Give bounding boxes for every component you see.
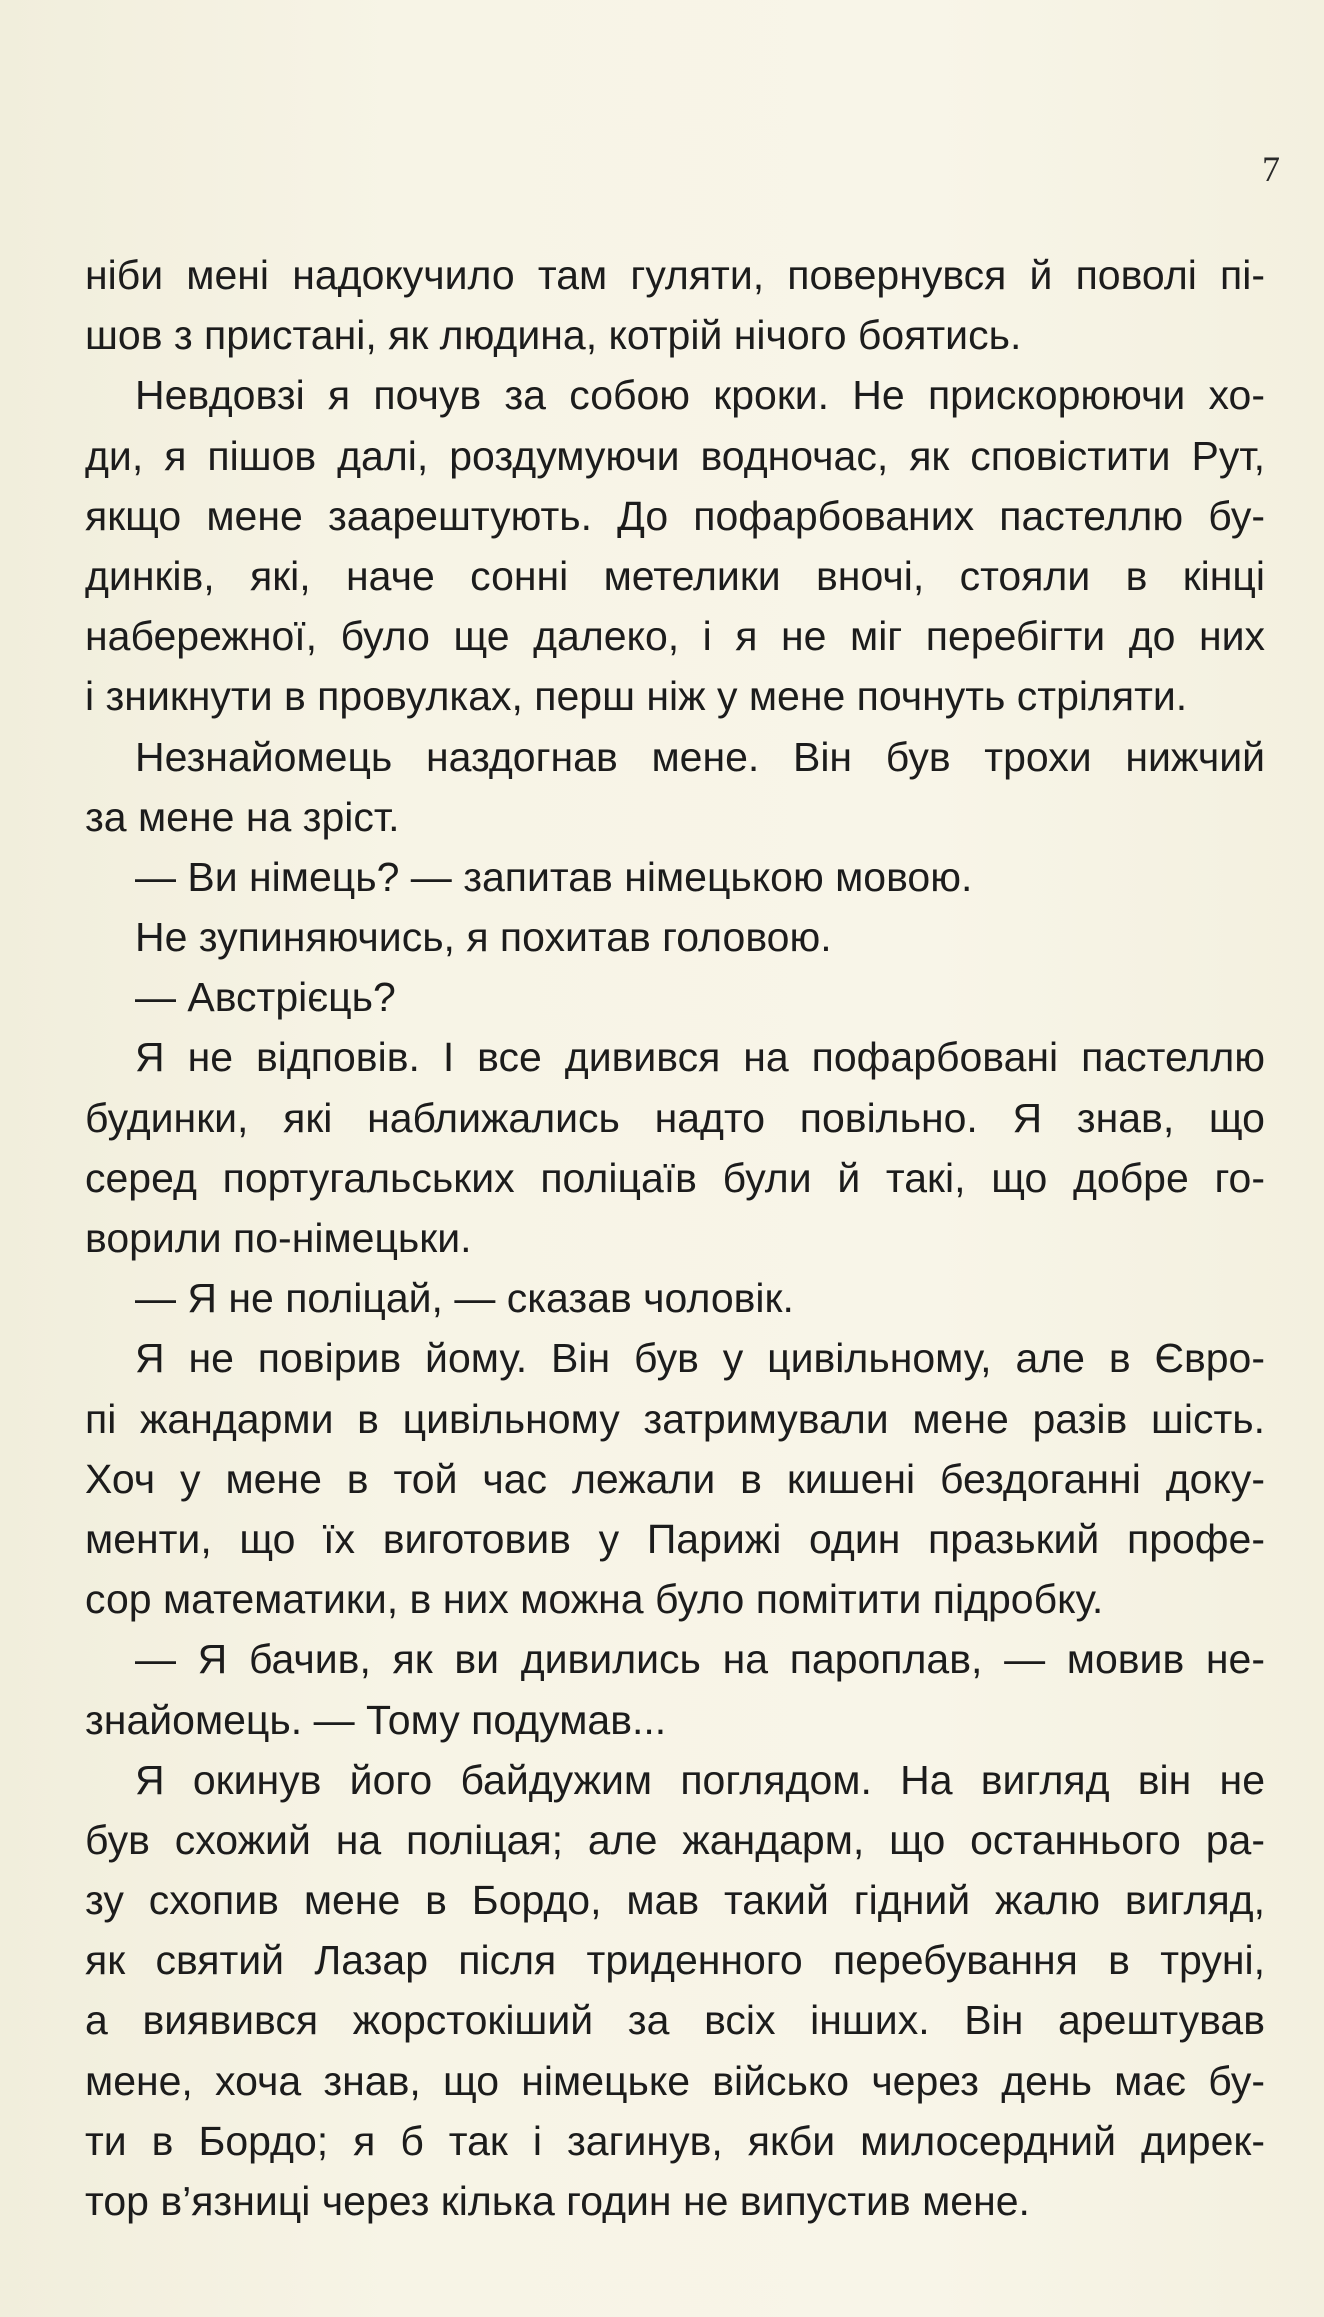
text-line: ворили по-німецьки. bbox=[85, 1215, 472, 1261]
text-line: динків, які, наче сонні метелики вночі, стояли в кінці bbox=[85, 552, 1265, 599]
text-line: ди, я пішов далі, роздумуючи водночас, як сповістити Рут, bbox=[85, 432, 1265, 479]
text-line: сор математики, в них можна було помітити підробку. bbox=[85, 1576, 1104, 1623]
text-line: Невдовзі я почув за собою кроки. Не прискорюючи хо- bbox=[135, 372, 1265, 419]
text-line: мене, хоча знав, що німецьке військо через день має бу- bbox=[85, 2057, 1265, 2104]
text-line: Я окинув його байдужим поглядом. На вигляд він не bbox=[135, 1756, 1265, 1803]
text-line: Не зупиняючись, я похитав головою. bbox=[135, 914, 832, 961]
text-line: за мене на зріст. bbox=[85, 793, 400, 840]
text-line: був схожий на поліцая; але жандарм, що останнього ра- bbox=[85, 1816, 1265, 1863]
text-line: Я не повірив йому. Він був у цивільному, але в Євро- bbox=[135, 1335, 1265, 1382]
text-line: серед португальських поліцаїв були й такі, що добре го- bbox=[85, 1154, 1265, 1201]
page-number: 7 bbox=[1262, 149, 1280, 189]
body-text bbox=[85, 245, 1265, 2231]
text-line: шов з пристані, як людина, котрій нічого боятись. bbox=[85, 312, 1022, 359]
text-line: ти в Бордо; я б так і загинув, якби милосердний дирек- bbox=[85, 2117, 1265, 2164]
text-line: пі жандарми в цивільному затримували мене разів шість. bbox=[85, 1395, 1265, 1442]
text-line: — Я не поліцай, — сказав чоловік. bbox=[135, 1275, 794, 1322]
text-line: якщо мене заарештують. До пофарбованих пастеллю бу- bbox=[85, 492, 1265, 539]
text-line: менти, що їх виготовив у Парижі один празький профе- bbox=[85, 1515, 1265, 1562]
text-line: як святий Лазар після триденного перебування в труні, bbox=[85, 1937, 1265, 1984]
text-line: тор в’язниці через кілька годин не випустив мене. bbox=[85, 2178, 1030, 2224]
text-line: ніби мені надокучило там гуляти, повернувся й поволі пі- bbox=[85, 252, 1265, 298]
text-line: — Австрієць? bbox=[135, 974, 396, 1021]
text-line: — Ви німець? — запитав німецькою мовою. bbox=[135, 853, 973, 900]
text-line: зу схопив мене в Бордо, мав такий гідний жалю вигляд, bbox=[85, 1877, 1265, 1924]
text-line: а виявився жорстокіший за всіх інших. Він арештував bbox=[85, 1997, 1265, 2044]
text-line: Хоч у мене в той час лежали в кишені бездоганні доку- bbox=[85, 1455, 1265, 1502]
text-line: і зникнути в провулках, перш ніж у мене почнуть стріляти. bbox=[85, 673, 1188, 720]
text-line: Незнайомець наздогнав мене. Він був трохи нижчий bbox=[135, 733, 1265, 780]
text-line: — Я бачив, як ви дивились на пароплав, — мовив не- bbox=[135, 1636, 1265, 1683]
text-line: знайомець. — Тому подумав... bbox=[85, 1696, 667, 1743]
text-line: Я не відповів. І все дивився на пофарбовані пастеллю bbox=[135, 1034, 1265, 1081]
text-line: будинки, які наближались надто повільно. Я знав, що bbox=[85, 1094, 1265, 1141]
text-line: набережної, було ще далеко, і я не міг перебігти до них bbox=[85, 613, 1265, 660]
